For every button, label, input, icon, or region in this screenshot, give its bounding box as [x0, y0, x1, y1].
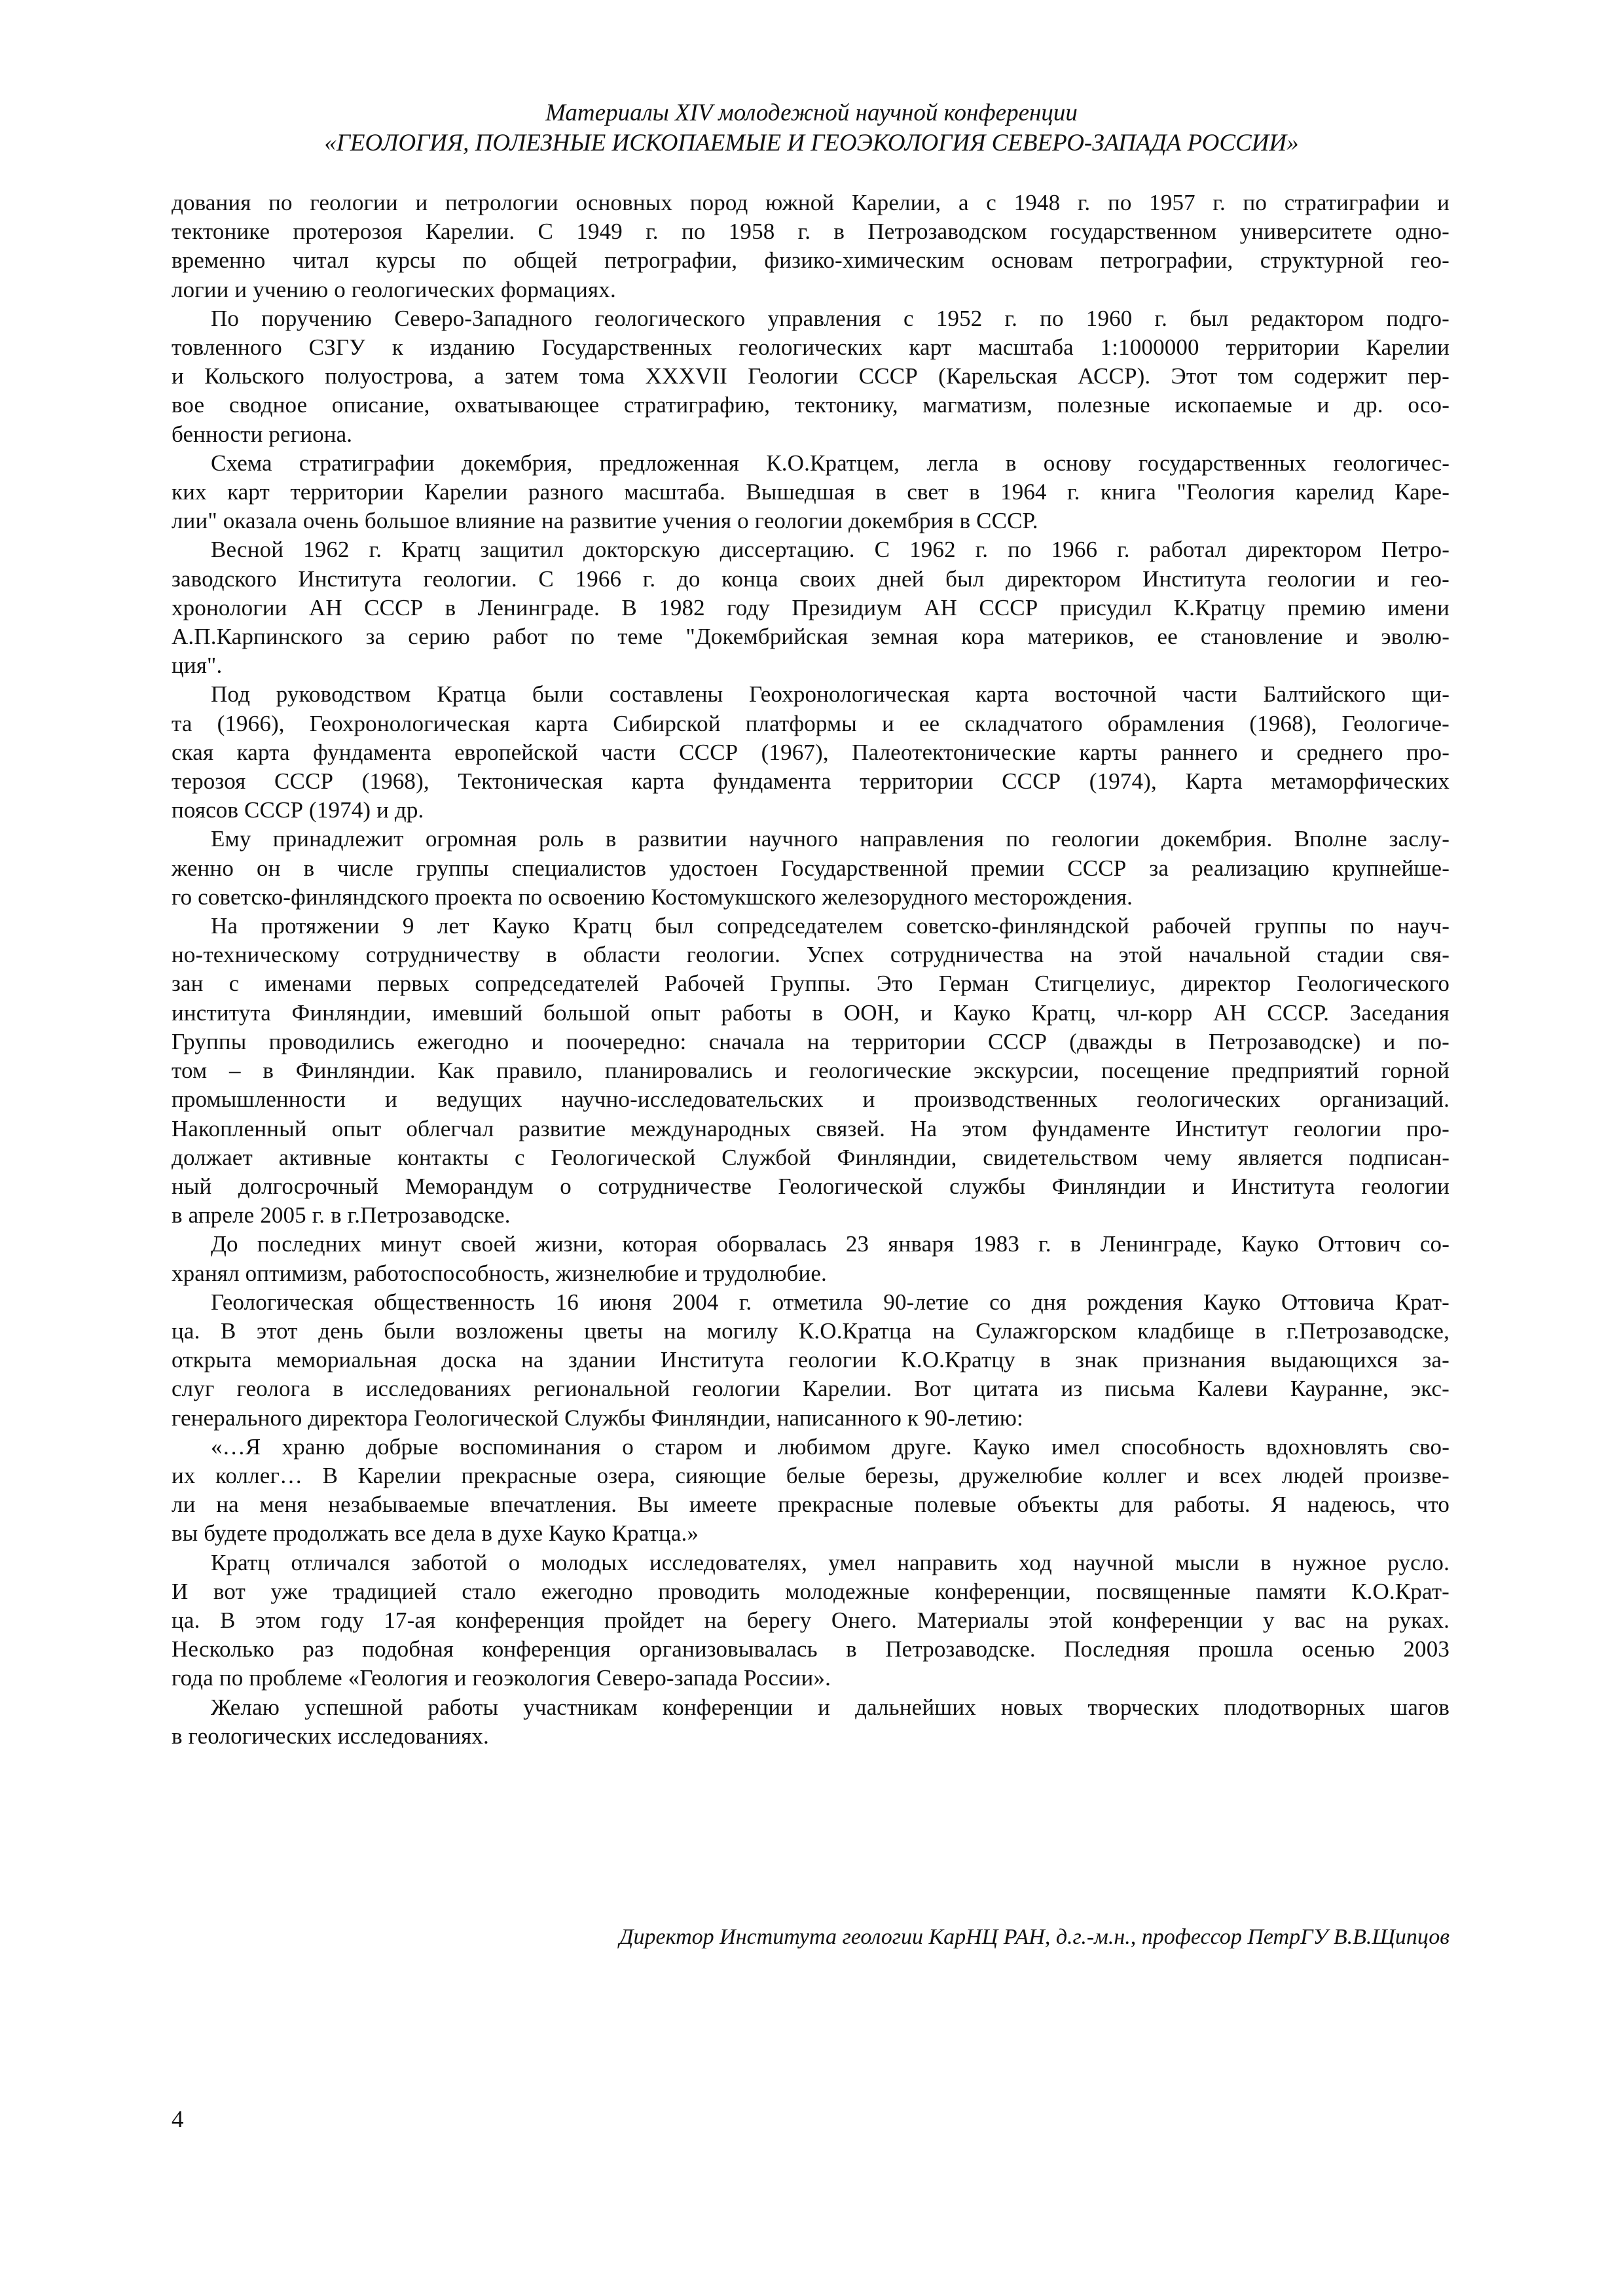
text-line: ких карт территории Карелии разного масштаба. Вышедшая в свет в 1964 г. книга "Геология карелид Каре- [172, 479, 1450, 505]
text-line: дования по геологии и петрологии основных пород южной Карелии, а с 1948 г. по 1957 г. по стратиграфии и [172, 190, 1450, 215]
text-line: Весной 1962 г. Кратц защитил докторскую диссертацию. С 1962 г. по 1966 г. работал директором Петро- [211, 537, 1450, 563]
paragraph [172, 1693, 1450, 1751]
text-line: Геологическая общественность 16 июня 2004 г. отметила 90-летие со дня рождения Кауко Оттовича Крат- [211, 1289, 1450, 1315]
text-line: поясов СССР (1974) и др. [172, 797, 424, 823]
text-line: их коллег… В Карелии прекрасные озера, сияющие белые березы, дружелюбие коллег и всех людей произве- [172, 1462, 1450, 1488]
text-line: ца. В этот день были возложены цветы на могилу К.О.Кратца на Сулажгорском кладбище в г.Петрозаводске, [172, 1318, 1450, 1344]
text-line: терозоя СССР (1968), Тектоническая карта фундамента территории СССР (1974), Карта метаморфических [172, 768, 1450, 795]
paragraph [172, 1230, 1450, 1287]
text-line: Под руководством Кратца были составлены Геохронологическая карта восточной части Балтийского щи- [211, 681, 1450, 708]
text-line: «…Я храню добрые воспоминания о старом и любимом друге. Кауко имел способность вдохновлять сво- [211, 1433, 1450, 1460]
text-line: ный долгосрочный Меморандум о сотрудничестве Геологической службы Финляндии и Института геологии [172, 1173, 1450, 1199]
text-line: Несколько раз подобная конференция организовывалась в Петрозаводске. Последняя прошла осенью 2003 [172, 1636, 1450, 1662]
text-line: хранял оптимизм, работоспособность, жизнелюбие и трудолюбие. [172, 1260, 827, 1286]
text-line: промышленности и ведущих научно-исследовательских и производственных геологических организаций. [172, 1086, 1450, 1113]
text-line: вы будете продолжать все дела в духе Кауко Кратца.» [172, 1520, 699, 1547]
text-line: но-техническому сотрудничеству в области геологии. Успех сотрудничества на этой начальной стадии свя- [172, 942, 1450, 968]
text-line: товленного СЗГУ к изданию Государственных геологических карт масштаба 1:1000000 территории Карелии [172, 334, 1450, 361]
text-line: вое сводное описание, охватывающее стратиграфию, тектонику, магматизм, полезные ископаемые и др. осо- [172, 392, 1450, 418]
text-line: ская карта фундамента европейской части СССР (1967), Палеотектонические карты раннего и среднего про- [172, 739, 1450, 765]
paragraph [172, 1288, 1450, 1433]
text-line: лии" оказала очень большое влияние на развитие учения о геологии докембрия в СССР. [172, 508, 1038, 534]
text-line: Накопленный опыт облегчал развитие международных связей. На этом фундаменте Институт геологии про- [172, 1115, 1450, 1141]
text-line: Схема стратиграфии докембрия, предложенная К.О.Кратцем, легла в основу государственных геологичес- [211, 450, 1450, 476]
text-line: женно он в числе группы специалистов удостоен Государственной премии СССР за реализацию крупнейше- [172, 855, 1450, 881]
text-line: логии и учению о геологических формациях. [172, 276, 616, 302]
text-line: Ему принадлежит огромная роль в развитии научного направления по геологии докембрия. Вполне заслу- [211, 826, 1450, 852]
paragraph [172, 449, 1450, 536]
text-line: Желаю успешной работы участникам конференции и дальнейших новых творческих плодотворных шагов [211, 1694, 1450, 1720]
text-line: Кратц отличался заботой о молодых исследователях, умел направить ход научной мысли в нужное русло. [211, 1549, 1450, 1575]
text-line: По поручению Северо-Западного геологического управления с 1952 г. по 1960 г. был редактором подго- [211, 305, 1450, 331]
page-number: 4 [172, 2106, 184, 2133]
text-line: зан с именами первых сопредседателей Рабочей Группы. Это Герман Стигцелиус, директор Геологического [172, 971, 1450, 997]
paragraph [172, 680, 1450, 825]
text-line: хронологии АН СССР в Ленинграде. В 1982 году Президиум АН СССР присудил К.Кратцу премию имени [172, 594, 1450, 620]
text-line: года по проблеме «Геология и геоэкология Северо-запада России». [172, 1665, 831, 1691]
text-line: генерального директора Геологической Службы Финляндии, написанного к 90-летию: [172, 1405, 1023, 1431]
text-line: том – в Финляндии. Как правило, планировались и геологические экскурсии, посещение предприятий горной [172, 1058, 1450, 1084]
text-line: На протяжении 9 лет Кауко Кратц был сопредседателем советско-финляндской рабочей группы по науч- [211, 913, 1450, 939]
text-line: ли на меня незабываемые впечатления. Вы имеете прекрасные полевые объекты для работы. Я надеюсь, что [172, 1492, 1450, 1518]
text-line: в апреле 2005 г. в г.Петрозаводске. [172, 1202, 511, 1229]
text-line: тектонике протерозоя Карелии. С 1949 г. по 1958 г. в Петрозаводском государственном университете одно- [172, 219, 1450, 245]
paragraph [172, 535, 1450, 680]
paragraph [172, 304, 1450, 449]
article-body [172, 188, 1450, 1751]
paragraph [172, 825, 1450, 912]
text-line: бенности региона. [172, 421, 353, 447]
text-line: временно читал курсы по общей петрографии, физико-химическим основам петрографии, структурной гео- [172, 247, 1450, 274]
text-line: ца. В этом году 17-ая конференция пройдет на берегу Онего. Материалы этой конференции у вас на руках. [172, 1607, 1450, 1633]
header-conference-theme: «ГЕОЛОГИЯ, ПОЛЕЗНЫЕ ИСКОПАЕМЫЕ И ГЕОЭКОЛОГИЯ СЕВЕРО-ЗАПАДА РОССИИ» [324, 130, 1299, 156]
running-header [0, 98, 1623, 158]
author-signature: Директор Института геологии КарНЦ РАН, д.г.-м.н., профессор ПетрГУ В.В.Щипцов [619, 1925, 1450, 1949]
header-conference-title: Материалы XIV молодежной научной конференции [545, 99, 1078, 126]
paragraph [172, 1433, 1450, 1549]
text-line: та (1966), Геохронологическая карта Сибирской платформы и ее складчатого обрамления (1968), Геологиче- [172, 710, 1450, 736]
text-line: и Кольского полуострова, а затем тома XXXVII Геологии СССР (Карельская АССР). Этот том содержит пер- [172, 363, 1450, 389]
text-line: Группы проводились ежегодно и поочередно: сначала на территории СССР (дважды в Петрозаводске) и по- [172, 1028, 1450, 1054]
paragraph [172, 912, 1450, 1230]
text-line: ция". [172, 653, 223, 679]
text-line: в геологических исследованиях. [172, 1723, 489, 1749]
text-line: должает активные контакты с Геологической Службой Финляндии, свидетельством чему является подписан- [172, 1144, 1450, 1170]
text-line: А.П.Карпинского за серию работ по теме "Докембрийская земная кора материков, ее становление и эволю- [172, 624, 1450, 650]
text-line: открыта мемориальная доска на здании Института геологии К.О.Кратцу в знак признания выдающихся за- [172, 1347, 1450, 1373]
paragraph [172, 1549, 1450, 1693]
text-line: института Финляндии, имевший большой опыт работы в ООН, и Кауко Кратц, чл-корр АН СССР. Заседания [172, 999, 1450, 1026]
text-line: го советско-финляндского проекта по освоению Костомукшского железорудного месторождения. [172, 884, 1133, 910]
text-line: И вот уже традицией стало ежегодно проводить молодежные конференции, посвященные памяти К.О.Крат- [172, 1578, 1450, 1604]
paragraph [172, 188, 1450, 304]
text-line: заводского Института геологии. С 1966 г. до конца своих дней был директором Института геологии и гео- [172, 565, 1450, 592]
text-line: До последних минут своей жизни, которая оборвалась 23 января 1983 г. в Ленинграде, Кауко Оттович со- [211, 1231, 1450, 1257]
text-line: слуг геолога в исследованиях региональной геологии Карелии. Вот цитата из письма Калеви Кауранне, экс- [172, 1376, 1450, 1402]
